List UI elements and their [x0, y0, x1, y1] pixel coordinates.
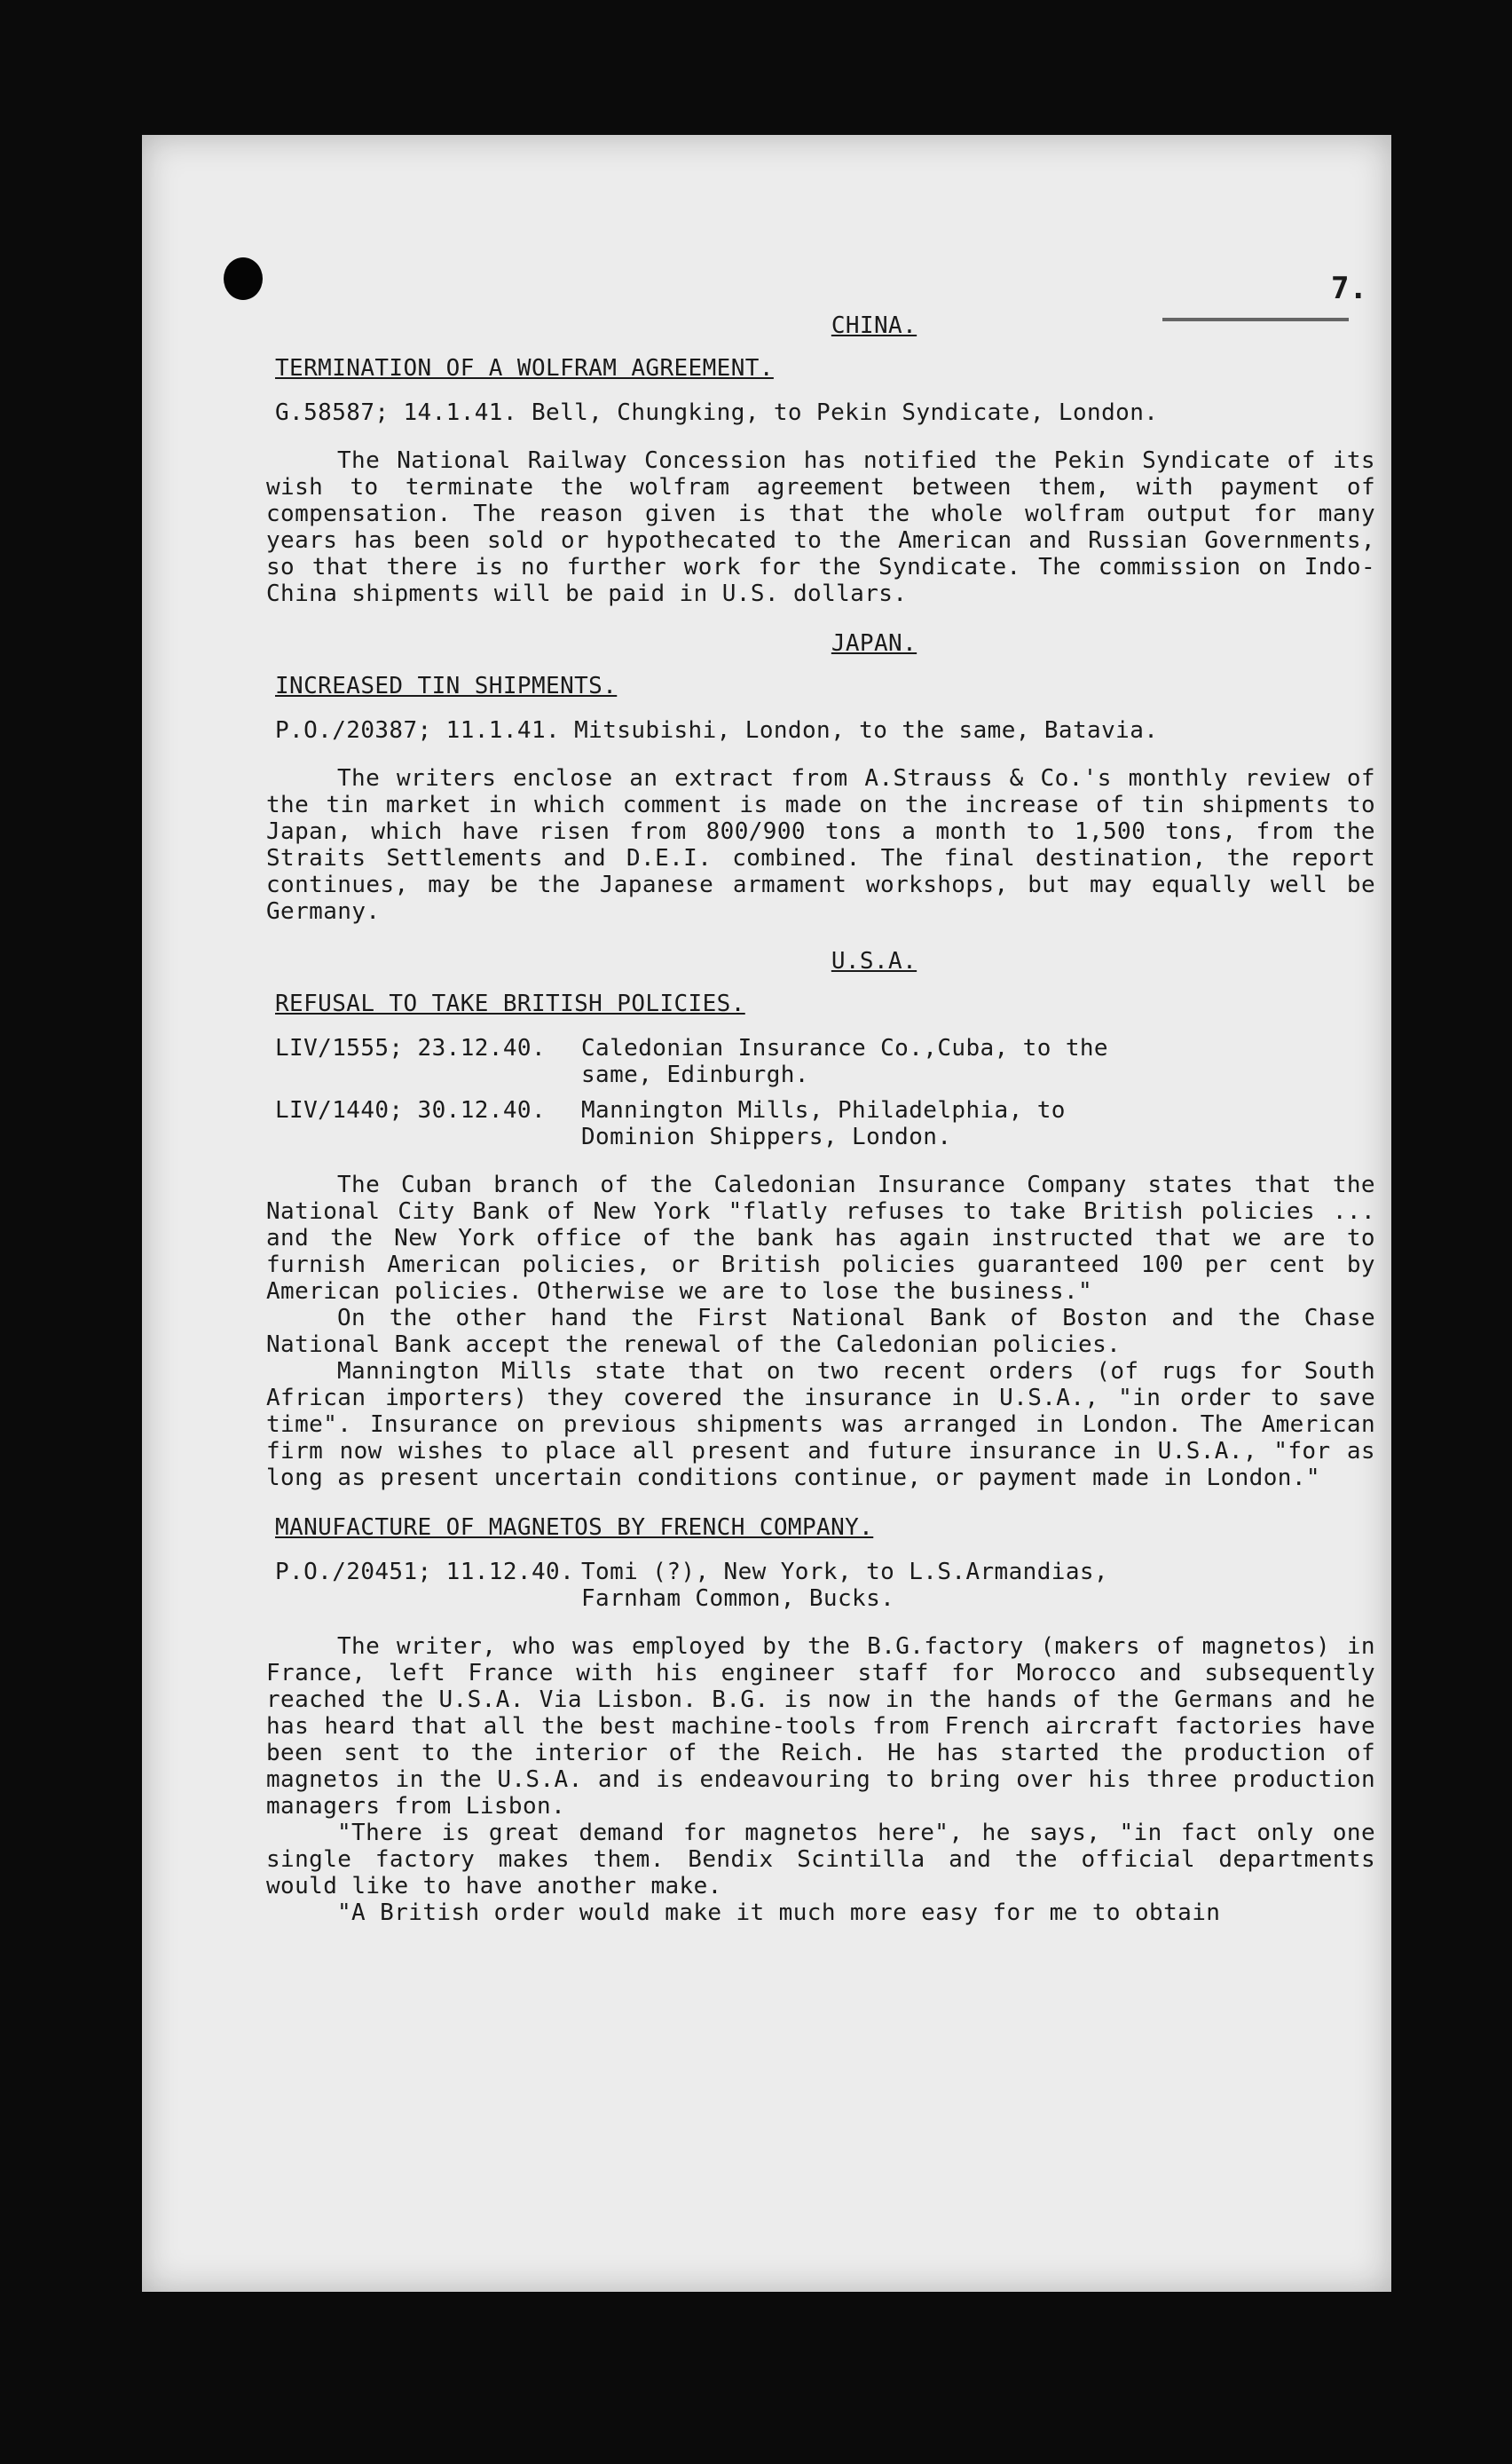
section-heading: INCREASED TIN SHIPMENTS.: [275, 673, 618, 699]
page-number: 7.: [1331, 271, 1367, 306]
reference-line: [275, 1559, 1375, 1612]
paragraph: "A British order would make it much more easy for me to obtain: [337, 1899, 1221, 1926]
punch-hole: [224, 257, 263, 300]
paragraph: "There is great demand for magnetos here", he says, "in fact only one single factory makes them. Bendix Scintilla and the official departments would like to have another make.: [266, 1820, 1375, 1899]
country-heading: JAPAN.: [831, 630, 917, 657]
reference-line: G.58587; 14.1.41. Bell, Chungking, to Pekin Syndicate, London.: [275, 399, 1159, 426]
paragraph: The writers enclose an extract from A.Strauss & Co.'s monthly review of the tin market in which comment is made on the increase of tin shipments to Japan, which have risen from 800/900 tons a month to 1,500 tons, from the Straits Settlements and D.E.I. combined. The final destination, the report continues, may be the Japanese armament workshops, but may equally well be Germany.: [266, 765, 1375, 925]
paragraph: The National Railway Concession has notified the Pekin Syndicate of its wish to terminate the wolfram agreement between them, with payment of compensation. The reason given is that the whole wolfram output for many years has been sold or hypothecated to the American and Russian Governments, so that there is no further work for the Syndicate. The commission on Indo-China shipments will be paid in U.S. dollars.: [266, 447, 1375, 607]
reference-line: P.O./20387; 11.1.41. Mitsubishi, London, to the same, Batavia.: [275, 717, 1159, 744]
section-japan: [266, 630, 1375, 925]
section-heading: REFUSAL TO TAKE BRITISH POLICIES.: [275, 991, 745, 1017]
section-china: [266, 312, 1375, 607]
paragraph: On the other hand the First National Bank of Boston and the Chase National Bank accept the renewal of the Caledonian policies.: [266, 1305, 1375, 1358]
country-heading: U.S.A.: [831, 948, 917, 975]
section-magnetos: [266, 1514, 1375, 1926]
reference-line: [275, 1035, 1375, 1088]
reference-parties: Mannington Mills, Philadelphia, to Dominion Shippers, London.: [581, 1097, 1066, 1150]
section-heading: TERMINATION OF A WOLFRAM AGREEMENT.: [275, 355, 774, 382]
paragraph: The writer, who was employed by the B.G.factory (makers of magnetos) in France, left France with his engineer staff for Morocco and subsequently reached the U.S.A. Via Lisbon. B.G. is now in the hands of the Germans and he has heard that all the best machine-tools from French aircraft factories have been sent to the interior of the Reich. He has started the production of magnetos in the U.S.A. and is endeavouring to bring over his three production managers from Lisbon.: [266, 1633, 1375, 1820]
reference-number: LIV/1555; 23.12.40.: [275, 1035, 547, 1062]
reference-number: P.O./20451; 11.12.40.: [275, 1559, 575, 1585]
reference-parties: Tomi (?), New York, to L.S.Armandias, Farnham Common, Bucks.: [581, 1559, 1108, 1612]
country-heading: CHINA.: [831, 312, 917, 339]
paragraph: The Cuban branch of the Caledonian Insurance Company states that the National City Bank of New York "flatly refuses to take British policies ... and the New York office of the bank has again instructed that we are to furnish American policies, or British policies guaranteed 100 per cent by American policies. Otherwise we are to lose the business.": [266, 1172, 1375, 1305]
reference-number: LIV/1440; 30.12.40.: [275, 1097, 547, 1124]
section-usa: [266, 948, 1375, 1491]
document-body: [266, 312, 1375, 1949]
section-heading: MANUFACTURE OF MAGNETOS BY FRENCH COMPANY.: [275, 1514, 874, 1541]
reference-line: [275, 1097, 1375, 1150]
paragraph: Mannington Mills state that on two recent orders (of rugs for South African importers) they covered the insurance in U.S.A., "in order to save time". Insurance on previous shipments was arranged in London. The American firm now wishes to place all present and future insurance in U.S.A., "for as long as present uncertain conditions continue, or payment made in London.": [266, 1358, 1375, 1491]
reference-parties: Caledonian Insurance Co.,Cuba, to the same, Edinburgh.: [581, 1035, 1108, 1088]
